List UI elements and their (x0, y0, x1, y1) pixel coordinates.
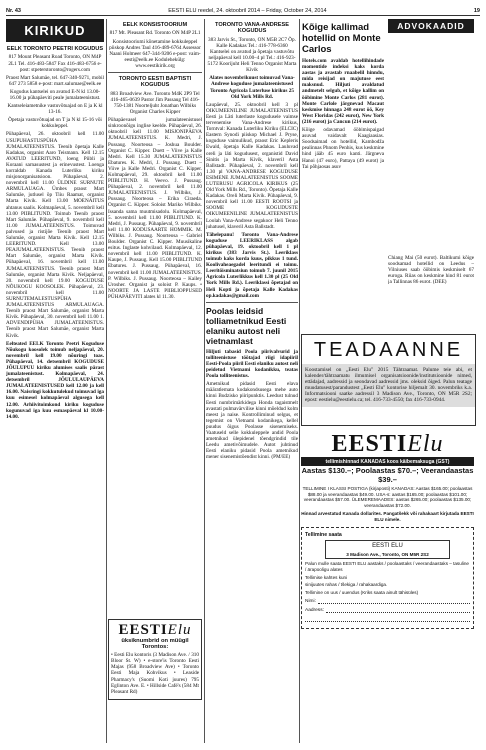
consistory-contacts: Konsistooriumi kõnetamine kokkuleppel piiskop Andres Taul 416-489-6764 Assessor Naani Holmeer 647-344-9206 e-post: vaim-eesti@eelk.ee Kodulehekülg: www.eestikirik.org (109, 38, 201, 69)
subscription-ad (301, 431, 474, 629)
name-label: Nimi: (305, 599, 316, 605)
subscription-note: Hinnad arvestatud Kanada dollarites. Pangatšekk või rahakaart kirjutada EESTI ELU nimele. (301, 511, 474, 522)
consistory-heading: EELK KONSISTOORIUM (122, 22, 188, 28)
news-lede-poland: Hiljuti tabasid Poola piirivalvurid ja tolliteenistuse töötajad riigi idapiiril Eesti-Poola piiril Eesti elaniku autost neli peidetud Vietnami kodanikku, teatas Poola tolliteenistus. (206, 348, 298, 380)
form-line3: sinijuutes rahas / tšekiga / rahakaardiga. (305, 582, 388, 588)
stores-title: üksiknumbrid on müügil Torontos: (121, 638, 189, 651)
subscription-form (301, 527, 474, 630)
church-reception-hours: Kantseleiametnike vastuvõtuajad on E ja K kl 13-16. (7, 103, 103, 116)
header-dateline: EESTI ELU reedel, 24. oktoobril 2014 – Friday, October 24, 2014 (168, 8, 327, 14)
hotels-lede: Hotels.com avaldab hotellihindade momentide indeksi kaks korda aastas ja avastab rnaabelil hinndu, mida reisijad on majutuse eest maksnud. Hiljuti avaldatud andmetelt selgub, et kõige kallim on ööbimine Monte Carlos (281 eurot). Monte Carlole järgnevad Macaut keskmise hinnaga 248 eurot öö, Key West Floridas (242 eurot), New York (216 eurot) ja Cancun (214 eurot). (302, 58, 384, 125)
address-label: Aadress: (305, 608, 324, 614)
hotels-body: Kõige odavamad ööbimispaigad asuvad vaidavalt Kaagiaasias. Soodsaimad on hotellid, Kambodža pealinnas Phnom Penhis, kus keskmine hind jääb 45 euro kanti. Järgneva Hanoi (47 euro), Pattaya (49 eurot) ja Tai põhjaosas asuv (302, 127, 384, 170)
logo-script: Elu (167, 622, 192, 638)
church-address: 817 Mount Pleasant Road Toronto, ON M4P 2L1 Tel. 416-483-5847 Fax 416-483-6756 e-post: stpeterstoronto@rogers.com (8, 54, 102, 73)
news-headline-poland: Poolas leidsid tolliametnikud Eesti elaniku autost neli vietnamlast (206, 305, 287, 346)
consistory-address: 817 Mt. Pleasant Rd. Toronto ON M4P 2L1 (109, 30, 201, 37)
vana-andrese-services: Laupäeval, 25. oktoobril kell 3 pl OIKUMEENILINE JUMALATEENISTUS Eesti ja Läti luterlaste kogudusele vaimse tervenemise Vana-Andrese kirikus, Torntval: Kanada Luterliku Kiriku (ELCIC) Eastern Synodi piiskop Michael J. Pryse, koguduse vaimulikud, praost Eric Kepleris Ewald, õpetaja Kalle Kadakas. Lauluvad oreli ja läti kogudusest, organistid David Sinitis ja Marta Kivik, klaveril Asta Ballstadt. Pühapäeval, 2. novembril kell 1.30 pl VANA-ANDRESE KOGUDUSE ESIMENE JUMALATEENISTUS SOOME LUTERUSU AGRICOLA KIRIKUS (25 Old York Mills Rd., Toronto). Õpetaja Kalle Kadakas. Oreli Marta Kivik. Pühapäeval, 9. novembril kell 11.00 EESTI ROOTSI ja SOOME KOGUDUSTE OIKUMEENILINE JUMALATEENISTUS Loolah Vana-Andrese segakoor Heli Tenno juhatusel, klaveril Asta Ballstadt. (206, 101, 298, 230)
page-number: 19 (473, 8, 480, 14)
issue-number: Nr. 43 (6, 8, 21, 14)
advokaadid-space (388, 33, 474, 255)
hotels-continued: Chiang Mai (50 eurot). Baltikumi kõige soodsamad hotellid on Leedus – Vilniuses saab ööbimis keskmiselt 67 euroga. Riias on keskmine hind 81 eurot ja Tallinnas 86 eurot. (DEE) (388, 255, 474, 286)
name-field[interactable] (305, 598, 470, 604)
announcement-title: TEADAANNE (313, 339, 464, 361)
logo-script: Elu (407, 431, 444, 457)
baptist-heading: TORONTO EESTI BAPTISTI KOGUDUS (118, 75, 192, 89)
church-pastor: Praost Mart Salumäe, tel. 647-340-9271, mobil 647 273 5858 e-post: mart.salumae@eelk.ee (6, 74, 104, 87)
page-header (6, 4, 480, 16)
form-title: Tellimine saata (305, 531, 342, 538)
eesti-elu-logo (111, 622, 199, 638)
hotels-article (302, 19, 384, 319)
church-pastor-hours: Õpetaja vastuvõtuajad on T ja N kl 15-16 või kokkuleppel. (8, 117, 102, 130)
subscription-prices: Aastas $130.–; Poolaastas $70.–; Veerandaastas $39.– (301, 466, 474, 484)
vana-andrese-confirmation: Tähelepanu! Toronto Vana-Andrese koguduse LEERIKLASS algab pühapäeval, 19. oktoobril kell 1 pl kirikus (383 Jarvis St.). Leeriklass toimub kaks korda kuus, pikkus 1 tund. Koolivaheaegadel leeritundi ei toimu. Leeritöisminatsiun toimub 7. juunil 2015 Agricola Luterlikkus kell 1.30 pl (25 Old York Mills Rd.). Leeriklassi õpetajad on Heli Kopti ja õpetaja Kalle Kadakas op.kadakas@gmail.com (206, 231, 298, 299)
church-heading: EELK TORONTO PEETRI KOGUDUS (6, 46, 104, 52)
vana-andrese-heading: TORONTO VANA-ANDRESE KOGUDUS (215, 22, 289, 35)
advokaadid-banner: ADVOKAADID (388, 19, 474, 33)
subscription-bar: tellimishinnad KANADAS koos käibemaksuga (GST) (301, 457, 474, 466)
logo-text: EESTI (331, 431, 408, 457)
ads-column (388, 19, 474, 319)
announcement-box (301, 334, 476, 426)
vana-andrese-address: 383 Jarvis St., Toronto, ON M5B 2C7 Õp. Kalle Kadakas Tel.: 416-778-6360 Kantselei on avatud ja õpetaja vastuvõtu neljapäeval kell 10.00–4 pl Tel.: 416-923-5172 Koorijuht Heli Tenno Organist Marta Kivik (207, 36, 297, 74)
vana-andrese-notice: Alates novembrikuust toimuvad Vana-Andrese koguduse jumalateenistused Toronto Agricola Luterluse kirikus 25 Old York Mills Rd. (209, 75, 295, 100)
form-line1: Palun mulle saata EESTI ELU aastaks / poolaastaks / veerandaastaks – tasuline / ärapooligu alates (305, 561, 469, 572)
consistory-column (108, 19, 202, 743)
news-body-poland: Ametnikud pidasid Eesti elava määratlemata kodakondsusega mehe auto kinni Budzisko piiripunktis. Leedust tulnud Eesti numbrimärkidega Honda tagaistmelt avastati pulmavärvilise kinni mõeldud kolm meest ja naise. Kontrolliminud selgus, et tegemist on Vietnami kodanikega, kellel puudus õigus Poolasse sisenemiseks. Vaatuseld selle kokkuleppele andid Poola ametnikud ülepidenel tõendgrindid tile Leedu ametivõimudele. Autot juhtinud Eesti elaniku pidasid Poola ametnikud mener sisenemistõendist kinni. (PM/EE) (206, 381, 298, 461)
eesti-elu-logo-large (301, 431, 474, 457)
church-services: Pühapäeval, 26. oktoobril kell 11.00 USUPUHASTUSPÜHA JUMALATEENISTUS. Teenib õpetaja Kalle Kadakas, organist Aaro Teismann. Kell 12.15 AVATUD LEERITUND, loeng Piibli ja Koraani sarnasustest ja erinevustest. Loenga korraldab Kanada Luterliku kiriku misjonorganisatsioon. Pühapäeval, 2. novembril kell 11.00 ÜLDINE SURNUTE ARMULAUAGA. Ümbes praost Mart Salumäe, jutlusel õp Tiiu Raamat, organist Marta Kivik. Kell 13.00 MOENÄITUS ahtanus saalis. Kolmapäeval, 5. novembril kell 13.00 PIIBLITUND. Toimub Teenib praost Mart Salumäe. Pühapäeval, 9. novembril kell 11.00 JUMALATEENISTUS. Toimuvad palvused ja ristijõe Teenib praost Mart Salumäe, organist Marta Kivik. Kell 12.15 LEERITUND. Kell 13.00 PEAJUMALATEENISTUS. Teenib praost Mart Salumäe, organist Marta Kivik. Pühapäeval, 16. novembril kell 11.00 JUMALATEENISTUS. Teenib praost Mart Salumäe, organist Marta Kivik. Neljapäeval, 20. novembril kell 19.00 KOGUDUSE NÕUKOGU KOOSOLEK. Pühapäeval, 23. novembril kell 11.00 SURNUTEMALESTUSPÜHA JUMALATEENISTUS ARMULAUAGA. Teenib praost Mart Salumäe, organist Marta Kivik. Pühapäeval, 30. novembril kell 11.00 1. ADVENDIPÜHA JUMALATEENISTUS. Teenib praost Mart Salumäe, organist Marta Kivik. (6, 131, 104, 339)
address-field[interactable] (305, 607, 470, 613)
hotels-headline: Kõige kallimad hotellid on Monte Carlos (302, 22, 381, 55)
section-banner-kirikud: KIRIKUD (6, 19, 104, 42)
churches-column (6, 19, 104, 743)
church-announcements: Eelteated EELK Toronto Peetri Koguduse Nõukogu koosolek toimub neljapäeval, 20. novembril kell 19.00 nõuringi toas. Pühapäeval, 14. detsembril KOGUDUSE JÕULUPUU kiriku alumises saalis pärast jumalateenistust. Kolmapäeval, 24. detsembril JÕULULAUPÄEVA JUMALATEENISTUSED kell 12.00 ja kell 16.00. Naisringi kokkutulekud toimuvad iga kuu esimesel kolmapäeval algusega kell 12.00. Arhiivitoimkond kiriku koguduse kogunuvad iga kuu esmaspäeval kl 10.00-14.00. (6, 340, 104, 420)
subscription-rates: TELLIMINE I KLASSI POSTIGA (kirjaposti) KANADAS: Aastas $165.00; poolaastas $88.00 ja veerandaastas $49.00. USA-s: aastas $165.00; poolaastas $101.00; veerandaastas $57.00. ÜLEMEREMAADES: aastas $265.00; poolaastas $135.00; veerandaastas $72.00. (302, 486, 473, 508)
form-line2: Tellimise kahtes kuni (305, 574, 348, 580)
form-address: 3 Madison Ave., Toronto, ON M5R 2S2 (346, 551, 429, 557)
address-field-2[interactable] (305, 616, 470, 622)
baptist-address: 883 Broadview Ave. Toronto M4K 2P9 Tel 416-465-0639 Pastor Jim Passaug Tel 416-750-1381 Noorteljuht Jonathan Wilbiks Organist Charles Kipper (110, 90, 200, 116)
stores-box (108, 619, 202, 700)
baptist-services: Pühapäevasel jumalateenistusel sinkroonõigu inglise keelde. Pühapäeval, 26. oktoobril kell 11.00 MISJONIPÄEVA JUMALATEENISTUS. K. Medri, J. Pussaug. Noorteosa – Joshua Boulder. Organist C. Kipper. Duett – Viive ja Kalle Medri. Kell 15.30 JUMALATEENISTUS Ebatures. K. Medri, J. Pussaug. Duett – Viive ja Kalle Medri. Organist C. Kipper. Kolmapäeval, 29. oktoobril kell 11.00 PIIBLITUND. H. Veevo. J. Pussaug. Pühapäeval, 2. novembril kell 11.00 JUMALATEENISTUS. J. Wilbiks, J. Pussaug. Noorteosa – Erika Ciraeda. Organist C. Kipper. Soloist Mariko Wilbiks. Issanda sama muutmisadolu. Kolmapäeval, 5. novembril kell 11.00 PIIBLITUND. K. Medri, J. Pussaug. Pühapäeval, 9. novembril kell 11.00 KODUSAARTE HOMMIK. M. Wilbiks. J. Pussaug. Noorteosa – Gabriel Boulder. Organist C. Kipper. Muusikaline esitus. Inglaste kohvilaud. Kolmapäeval, 12. novembril kell 11.00 PIIBLITUND. K. Kaupe, J. Pussaug. Kell 15.00 PIIBLITUND Ebatures. J. Pussaug. Pühapäeval, 16. novembril kell 11.00 JUMALATEENISTUS. P. Wilbiks. J. Pussaug. Noorteosa – Kailey Urosher. Organist ja soloist P. Kaups. • NOORTE JA LASTE PIIBLIOPPUSED PÜHAPÄEVITI alates kl 11.30. (108, 117, 202, 300)
vana-andrese-column (206, 19, 298, 743)
church-office-hours: Kogudus kantselei on avatud E-N kl 13.00-16.00 ja pühapäeviti peale jumalateenistust. (9, 88, 101, 101)
stores-list: • Eesti Elu kontoris (3 Madison Ave. / 310 Bloor St. W) • e-store'is Toronto Eesti Majas (958 Broadview Ave) • Toronto Eesti Maja Kohvikus • Leaside Pharmacy's (Suomi Koti juures) 795 Eglinton Ave. E. • Hillside Café's (584 Mt Pleasant Rd) (111, 652, 199, 695)
announcement-body: Koostamisel on „Eesti Elu" 2015 Tähtraamat. Palume teie abi, et kalender/tähtraamatu ilmumisel organisatsioonide/institutsioonide nimed, ettädajad, aadressid ja seondavad aadressid jms. oleksid õiged. Palun teatage muudatusest/parandustest „Eesti Elu" kontorise hiljemalt 30. novembriks k.a. Informatsiooni saatke aadressil 3 Madison Ave., Toronto, ON M5R 2S2; epost: eestielu@eestielu.ca; tel. 416-733-4550; fax 416-733-0944. (302, 364, 475, 407)
logo-text: EESTI (118, 622, 168, 638)
form-office: EESTI ELU (372, 543, 403, 550)
form-options: Tellimine on uus / uuendus (Kriks saata ainult tähisüles) (305, 589, 419, 595)
